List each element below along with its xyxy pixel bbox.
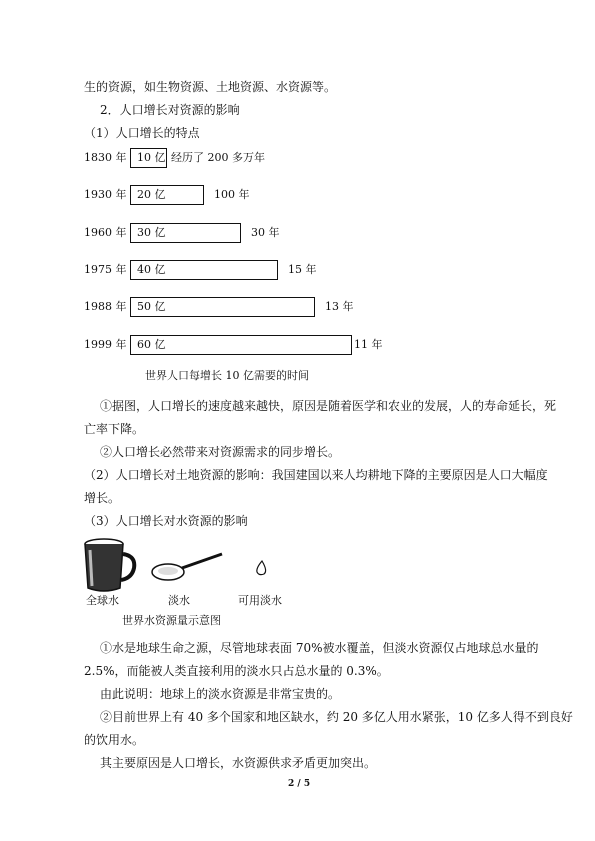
chart-year-label: 1975 年 <box>84 262 127 276</box>
text-line: 生的资源，如生物资源、土地资源、水资源等。 <box>84 80 337 94</box>
paragraph-1-cont: 亡率下降。 <box>84 422 145 436</box>
chart-year-label: 1960 年 <box>84 225 127 239</box>
chart-year-label: 1999 年 <box>84 337 127 351</box>
paragraph-4: （3）人口增长对水资源的影响 <box>84 514 248 528</box>
chart-bar: 60 亿 <box>130 335 352 355</box>
chart-year-label: 1988 年 <box>84 300 127 314</box>
label-usable-fresh-water: 可用淡水 <box>238 594 282 607</box>
label-global-water: 全球水 <box>86 594 119 607</box>
chart-duration-label: 30 年 <box>251 225 280 239</box>
chart-year-label: 1930 年 <box>84 188 127 202</box>
chart-title: 世界人口每增长 10 亿需要的时间 <box>145 369 309 382</box>
paragraph-2: ②人口增长必然带来对资源需求的同步增长。 <box>100 445 341 459</box>
paragraph-5-cont: 2.5%，而能被人类直接利用的淡水只占总水量的 0.3%。 <box>84 664 389 678</box>
chart-bar: 50 亿 <box>130 297 315 317</box>
chart-bar: 40 亿 <box>130 260 278 280</box>
spoon-icon <box>150 550 226 582</box>
cup-icon <box>80 538 140 594</box>
chart-bar: 10 亿 <box>130 148 167 168</box>
paragraph-7-cont: 的饮用水。 <box>84 733 145 747</box>
chart-duration-label: 13 年 <box>325 300 354 314</box>
chart-duration-label: 100 年 <box>214 188 250 202</box>
chart-duration-label: 15 年 <box>288 262 317 276</box>
paragraph-6: 由此说明：地球上的淡水资源是非常宝贵的。 <box>100 687 341 701</box>
paragraph-3-cont: 增长。 <box>84 491 121 505</box>
paragraph-5: ①水是地球生命之源，尽管地球表面 70%被水覆盖，但淡水资源仅占地球总水量的 <box>100 641 539 655</box>
paragraph-7: ②目前世界上有 40 多个国家和地区缺水，约 20 多亿人用水紧张，10 亿多人得不到良好 <box>100 710 573 724</box>
chart-bar: 20 亿 <box>130 185 204 205</box>
page-number: 2 / 5 <box>288 779 311 789</box>
chart-bar: 30 亿 <box>130 223 241 243</box>
chart-duration-label: 11 年 <box>354 337 383 351</box>
water-figure-title: 世界水资源量示意图 <box>122 614 221 627</box>
paragraph-8: 其主要原因是人口增长，水资源供求矛盾更加突出。 <box>100 756 377 770</box>
paragraph-1: ①据图，人口增长的速度越来越快，原因是随着医学和农业的发展，人的寿命延长，死 <box>100 399 557 413</box>
label-fresh-water: 淡水 <box>168 594 190 607</box>
chart-year-label: 1830 年 <box>84 151 127 164</box>
drop-icon <box>255 560 269 576</box>
chart-duration-label: 经历了 200 多万年 <box>171 151 265 164</box>
subsection-heading: （1）人口增长的特点 <box>84 126 200 140</box>
paragraph-3: （2）人口增长对土地资源的影响：我国建国以来人均耕地下降的主要原因是人口大幅度 <box>84 468 548 482</box>
section-heading: 2．人口增长对资源的影响 <box>100 103 240 117</box>
